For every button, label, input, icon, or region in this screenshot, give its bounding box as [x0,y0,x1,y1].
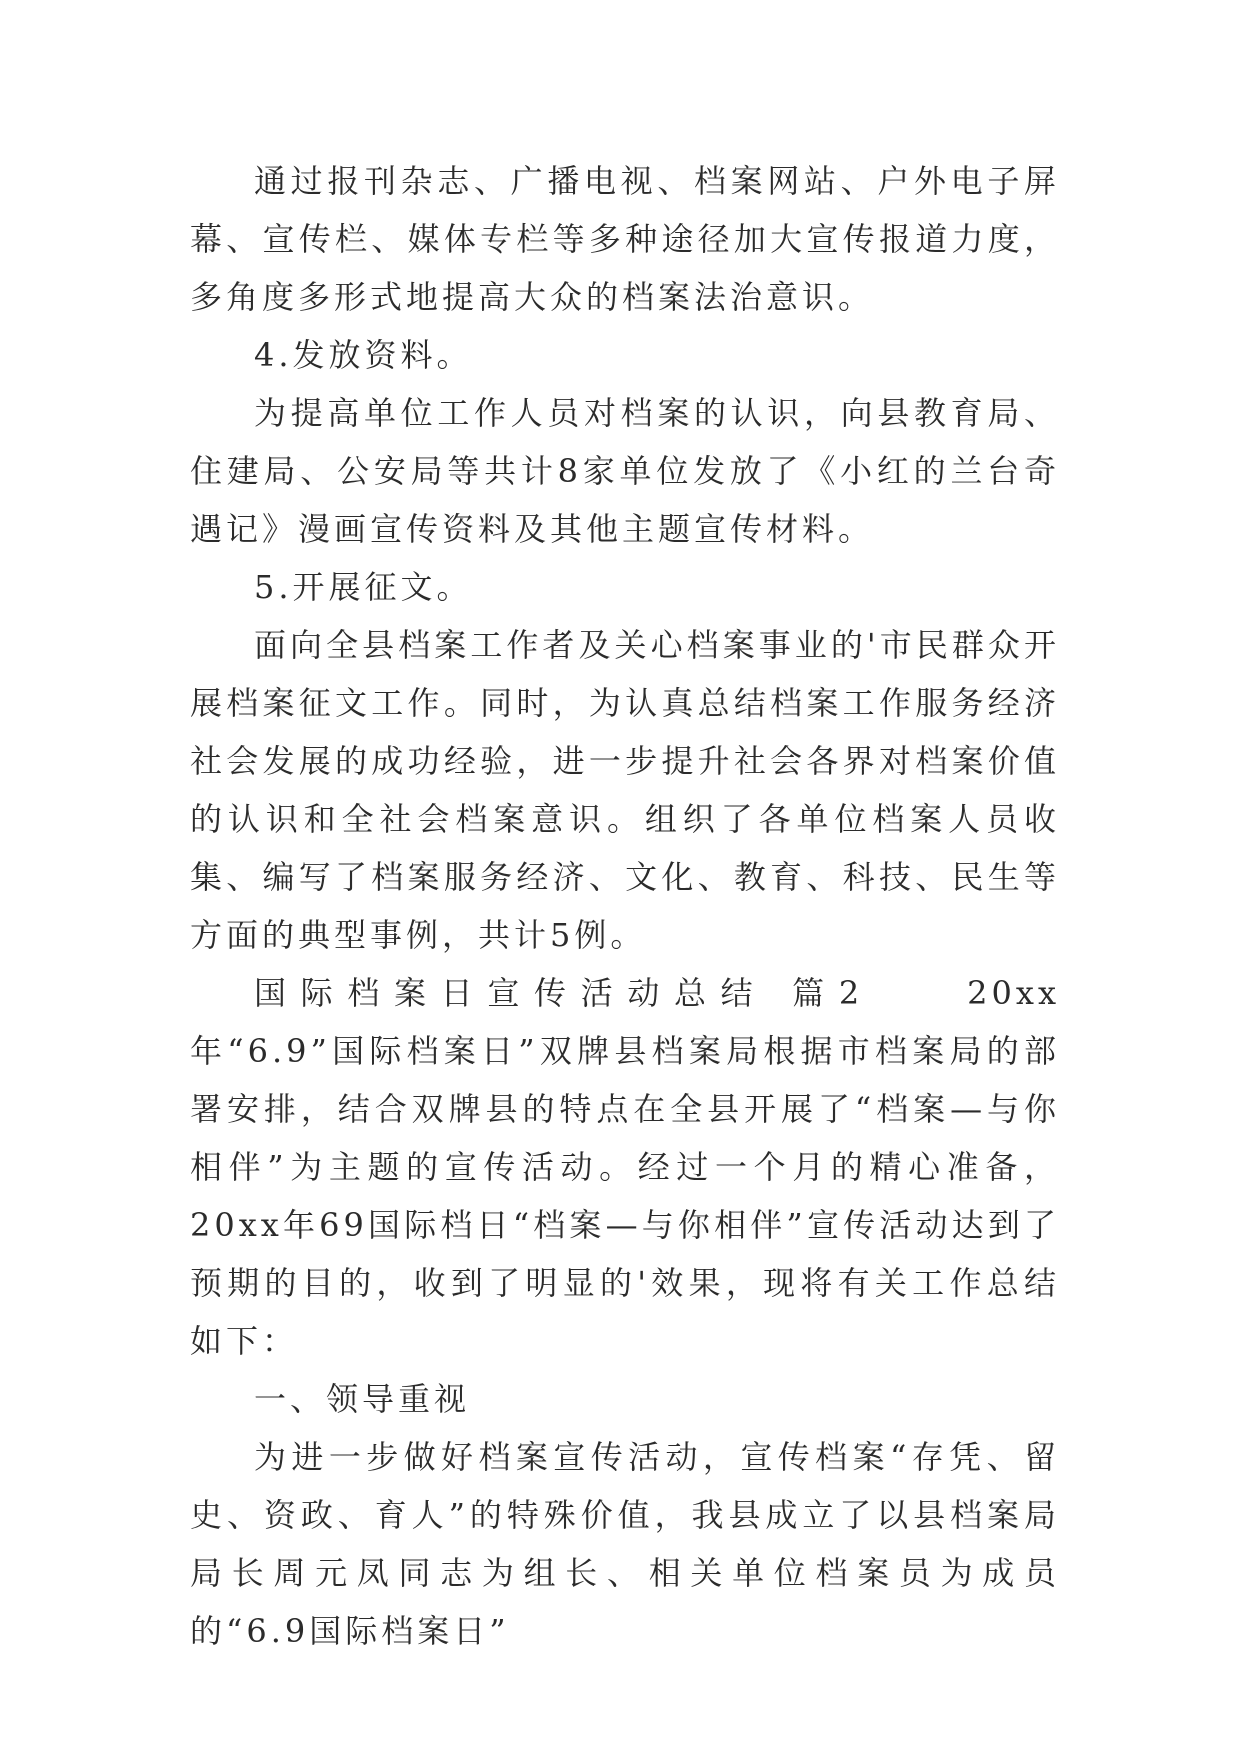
paragraph-essay-contest: 面向全县档案工作者及关心档案事业的'市民群众开展档案征文工作。同时，为认真总结档案工作服务经济社会发展的成功经验，进一步提升社会各界对档案价值的认识和全社会档案意识。组织了各单位档案人员收集、编写了档案服务经济、文化、教育、科技、民生等方面的典型事例，共计5例。 [190,626,1060,954]
heading-leadership: 一、领导重视 [254,1380,471,1418]
paragraph-leadership: 为进一步做好档案宣传活动，宣传档案“存凭、留史、资政、育人”的特殊价值，我县成立了以县档案局局长周元凤同志为组长、相关单位档案员为成员的“6.9国际档案日” [190,1438,1060,1650]
paragraph-publicity-channels: 通过报刊杂志、广播电视、档案网站、户外电子屏幕、宣传栏、媒体专栏等多种途径加大宣传报道力度，多角度多形式地提高大众的档案法治意识。 [190,162,1060,316]
heading-essay-contest: 5.开展征文。 [254,568,473,606]
heading-distribute-materials: 4.发放资料。 [254,336,473,374]
paragraph-summary-part-2: 国际档案日宣传活动总结 篇2 20xx年“6.9”国际档案日”双牌县档案局根据市档案局的部署安排，结合双牌县的特点在全县开展了“档案—与你相伴”为主题的宣传活动。经过一个月的精心准备，20xx年69国际档日“档案—与你相伴”宣传活动达到了预期的目的，收到了明显的'效果，现将有关工作总结如下： [190,974,1060,1360]
paragraph-distribute-materials: 为提高单位工作人员对档案的认识，向县教育局、住建局、公安局等共计8家单位发放了《小红的兰台奇遇记》漫画宣传资料及其他主题宣传材料。 [190,394,1060,548]
document-body [190,152,1060,1660]
